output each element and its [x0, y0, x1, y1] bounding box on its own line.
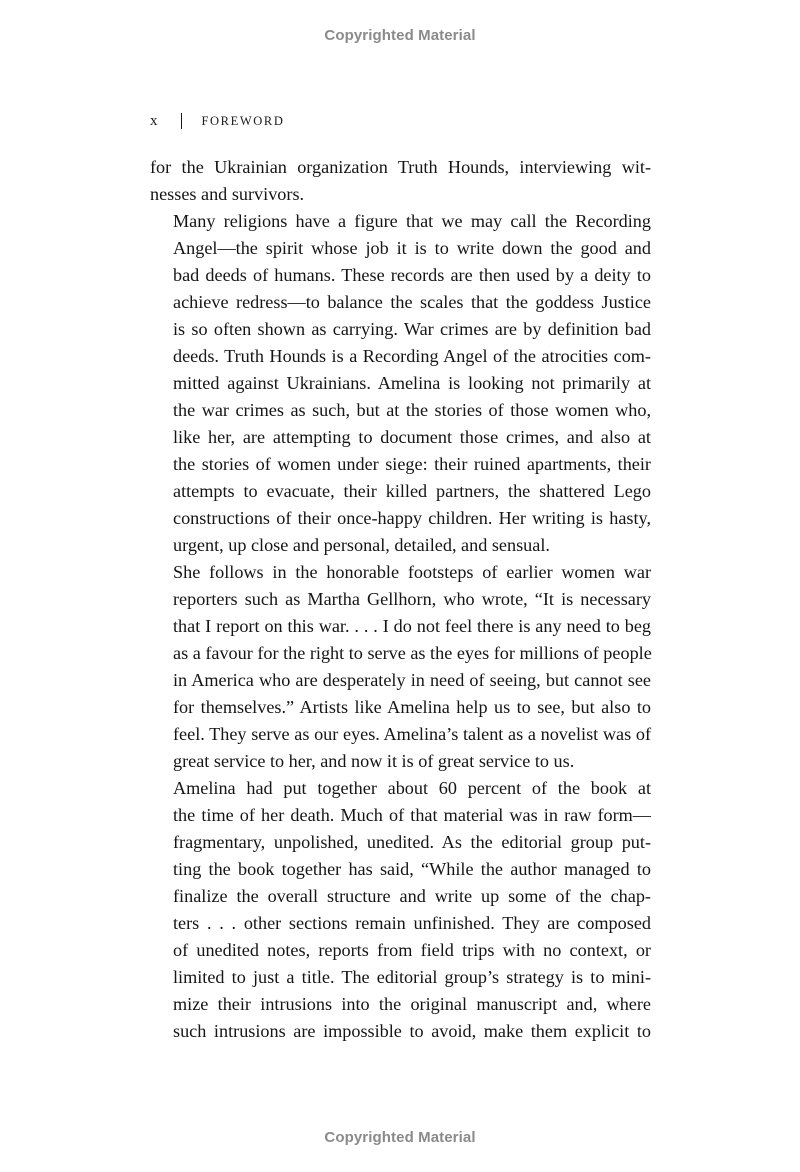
text-line: limited to just a title. The editorial group’s strategy is to mini-: [173, 967, 651, 987]
copyright-watermark-top: Copyrighted Material: [324, 27, 476, 44]
copyright-watermark-bottom: Copyrighted Material: [324, 1129, 476, 1146]
text-line: Angel—the spirit whose job it is to write down the good and: [173, 238, 651, 258]
text-line: bad deeds of humans. These records are then used by a deity to: [173, 265, 651, 285]
text-line: such intrusions are impossible to avoid, make them explicit to: [173, 1021, 651, 1041]
text-line: finalize the overall structure and write up some of the chap-: [173, 886, 651, 906]
running-head: [150, 111, 284, 131]
text-line: constructions of their once-happy children. Her writing is hasty,: [173, 508, 651, 528]
text-line: for the Ukrainian organization Truth Hounds, interviewing wit-: [150, 157, 651, 177]
text-line: deeds. Truth Hounds is a Recording Angel of the atrocities com-: [173, 346, 651, 366]
paragraph: [150, 154, 651, 208]
text-line: of unedited notes, reports from field trips with no context, or: [173, 940, 651, 960]
text-line: ters . . . other sections remain unfinished. They are composed: [173, 913, 651, 933]
text-line: in America who are desperately in need of seeing, but cannot see: [173, 670, 651, 690]
text-line: the stories of women under siege: their ruined apartments, their: [173, 454, 651, 474]
paragraph: [150, 775, 651, 1045]
text-line: great service to her, and now it is of great service to us.: [173, 751, 575, 771]
text-line: that I report on this war. . . . I do not feel there is any need to beg: [173, 616, 651, 636]
body-text: [150, 154, 651, 1045]
text-line: fragmentary, unpolished, unedited. As the editorial group put-: [173, 832, 651, 852]
text-line: attempts to evacuate, their killed partners, the shattered Lego: [173, 481, 651, 501]
paragraph: [150, 559, 651, 775]
text-line: urgent, up close and personal, detailed, and sensual.: [173, 535, 550, 555]
text-line: ting the book together has said, “While the author managed to: [173, 859, 651, 879]
section-title: FOREWORD: [201, 114, 285, 128]
text-line: reporters such as Martha Gellhorn, who wrote, “It is necessary: [173, 589, 651, 609]
text-line: the war crimes as such, but at the stories of those women who,: [173, 400, 651, 420]
text-line: mitted against Ukrainians. Amelina is looking not primarily at: [173, 373, 651, 393]
text-line: Many religions have a figure that we may call the Recording: [173, 211, 651, 231]
text-line: achieve redress—to balance the scales that the goddess Justice: [173, 292, 651, 312]
text-line: like her, are attempting to document those crimes, and also at: [173, 427, 651, 447]
text-line: feel. They serve as our eyes. Amelina’s talent as a novelist was of: [173, 724, 651, 744]
text-line: the time of her death. Much of that material was in raw form—: [173, 805, 651, 825]
text-line: mize their intrusions into the original manuscript and, where: [173, 994, 651, 1014]
text-line: She follows in the honorable footsteps of earlier women war: [173, 562, 651, 582]
text-line: for themselves.” Artists like Amelina help us to see, but also to: [173, 697, 651, 717]
running-head-divider: [181, 113, 182, 129]
text-line: is so often shown as carrying. War crimes are by definition bad: [173, 319, 651, 339]
page-number: x: [150, 113, 159, 129]
text-line: nesses and survivors.: [150, 184, 305, 204]
text-line: as a favour for the right to serve as the eyes for millions of people: [173, 643, 652, 663]
text-line: Amelina had put together about 60 percent of the book at: [173, 778, 651, 798]
paragraph: [150, 208, 651, 559]
